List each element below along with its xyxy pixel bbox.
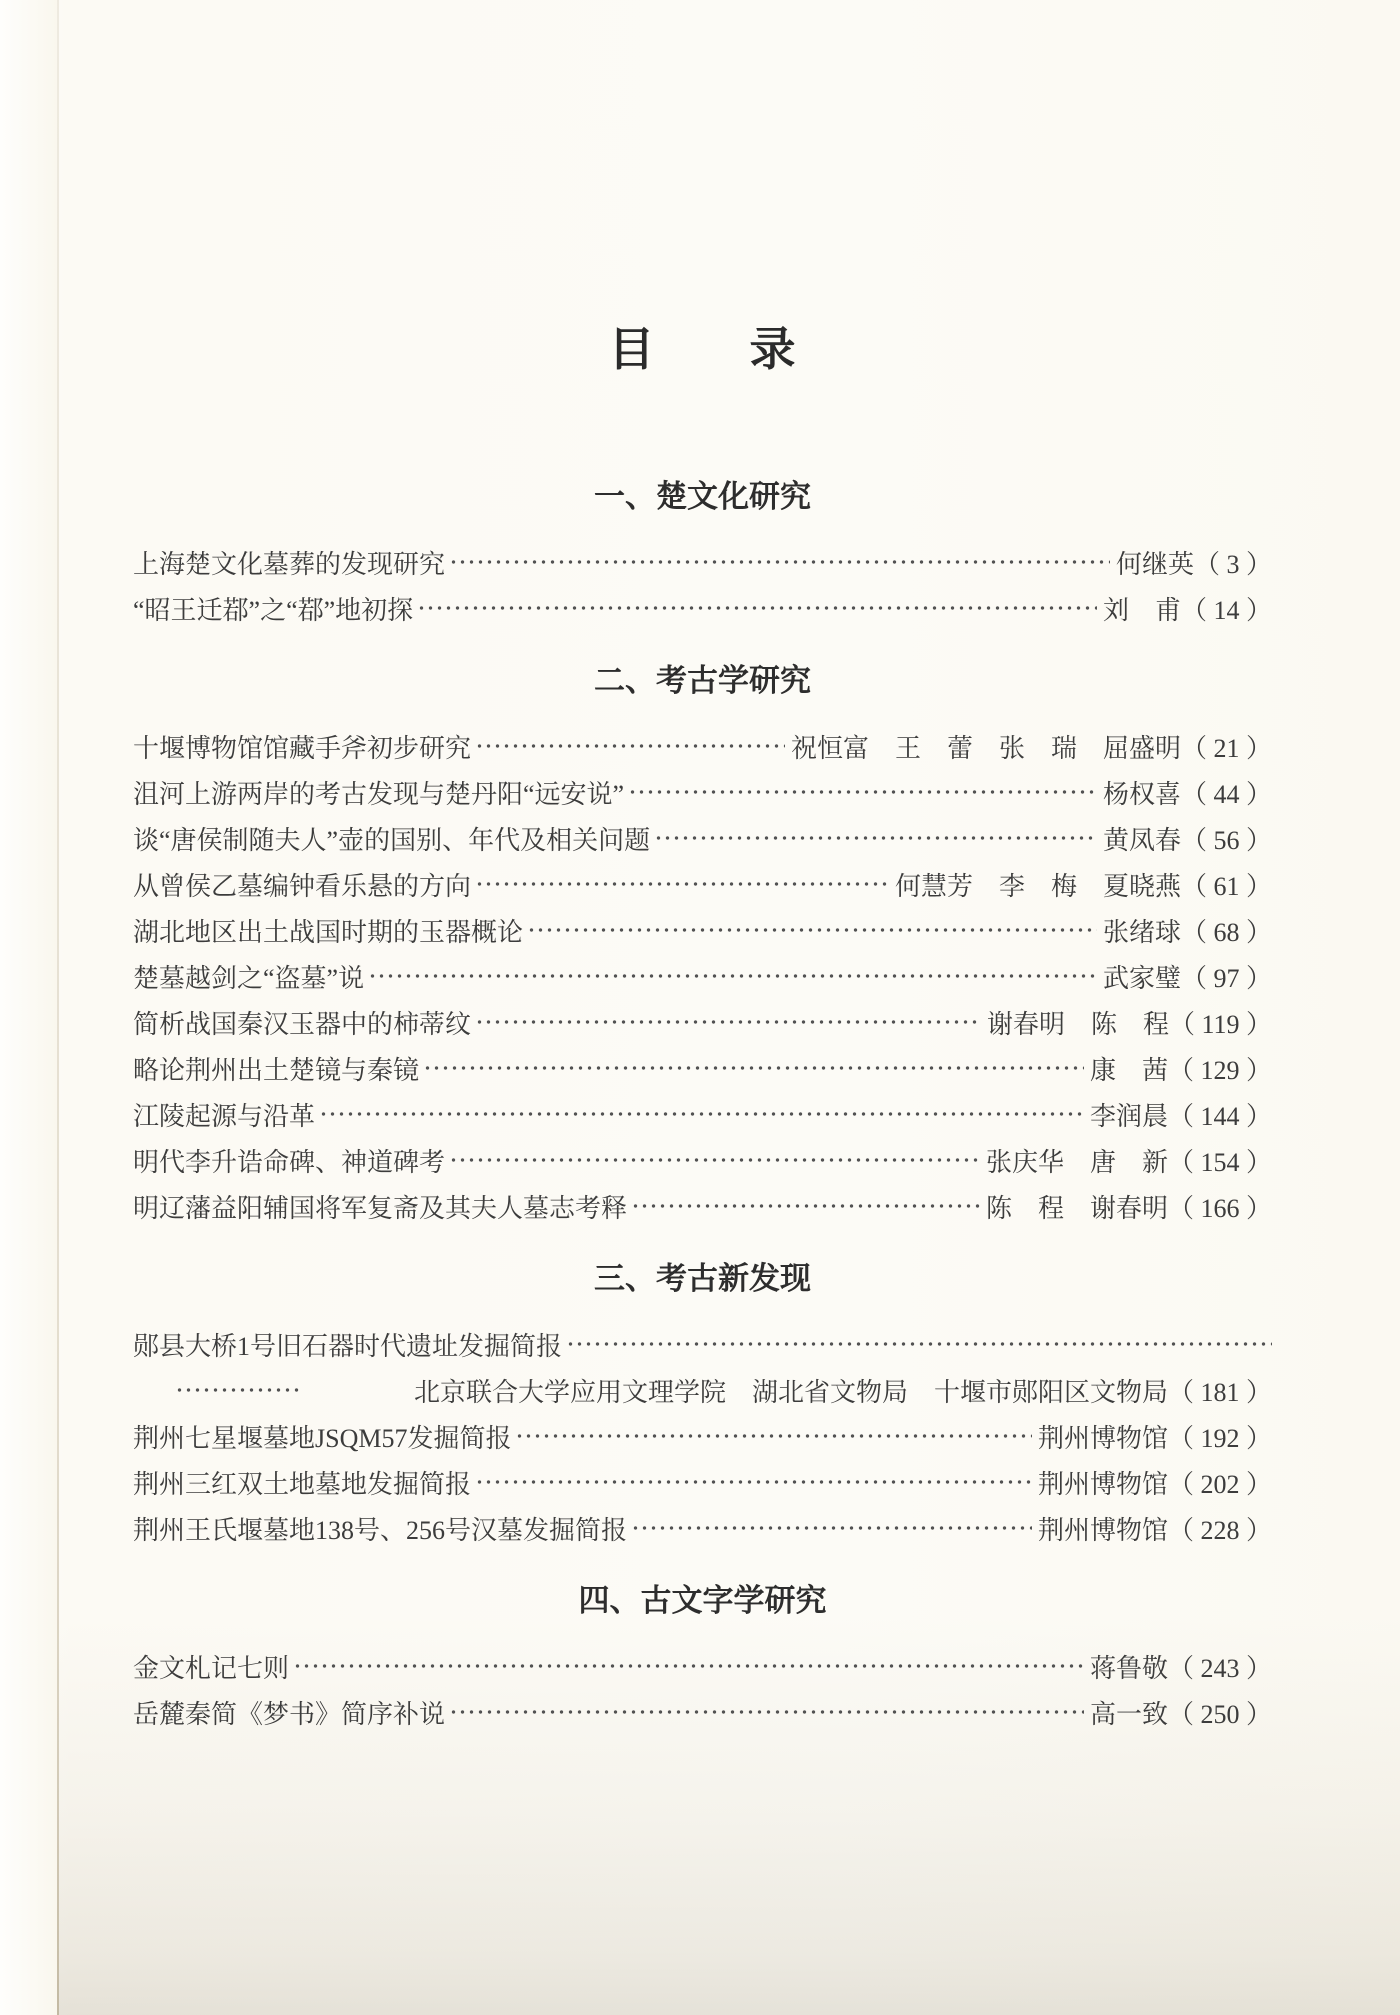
entry-page: （ 97 ） xyxy=(1180,963,1272,993)
entry-title: 荆州七星堰墓地JSQM57发掘简报 xyxy=(133,1423,512,1453)
entry-page: （ 129 ） xyxy=(1167,1055,1272,1085)
entry-authors: 刘 甫 xyxy=(1102,595,1181,625)
entry-authors: 李润晨 xyxy=(1089,1101,1168,1131)
entry-title: 金文札记七则 xyxy=(133,1653,290,1683)
toc-entry xyxy=(133,1459,1272,1505)
toc-entry xyxy=(133,723,1272,769)
entry-authors: 荆州博物馆 xyxy=(1037,1515,1168,1545)
entry-page: （ 119 ） xyxy=(1168,1009,1272,1039)
entry-page: （ 3 ） xyxy=(1193,549,1272,579)
dot-leader xyxy=(475,999,981,1045)
dot-leader xyxy=(475,861,889,907)
entry-page: （ 61 ） xyxy=(1180,871,1272,901)
dot-leader xyxy=(631,1505,1032,1551)
continuation-text xyxy=(414,1372,1272,1409)
toc-entry xyxy=(133,1183,1272,1229)
toc-content xyxy=(133,0,1272,1735)
entry-authors: 武家璧 xyxy=(1102,963,1181,993)
entry-page: （ 181 ） xyxy=(1167,1377,1272,1407)
entry-authors: 陈 程 谢春明 xyxy=(985,1193,1168,1223)
entry-authors: 蒋鲁敬 xyxy=(1089,1653,1168,1683)
toc-entry xyxy=(133,769,1272,815)
dot-leader xyxy=(449,1137,980,1183)
page-edge-strip xyxy=(0,0,57,2015)
entry-authors: 荆州博物馆 xyxy=(1037,1423,1168,1453)
entry-authors: 张庆华 唐 新 xyxy=(985,1147,1168,1177)
entry-page: （ 14 ） xyxy=(1180,595,1272,625)
dot-leader xyxy=(527,907,1097,953)
entry-title: 谈“唐侯制随夫人”壶的国别、年代及相关问题 xyxy=(133,825,651,855)
toc-entry xyxy=(133,1689,1272,1735)
entry-page: （ 243 ） xyxy=(1167,1653,1272,1683)
entry-page: （ 68 ） xyxy=(1180,917,1272,947)
entry-page: （ 250 ） xyxy=(1167,1699,1272,1729)
toc-entry xyxy=(133,1321,1272,1367)
page-title: 目 录 xyxy=(608,324,797,375)
dot-leader xyxy=(475,723,785,769)
entry-title: 楚墓越剑之“盗墓”说 xyxy=(133,963,365,993)
entry-title: 上海楚文化墓葬的发现研究 xyxy=(133,549,446,579)
toc-entry xyxy=(133,1045,1272,1091)
dot-leader xyxy=(293,1643,1084,1689)
dot-leader xyxy=(475,1459,1032,1505)
entry-title: 简析战国秦汉玉器中的柿蒂纹 xyxy=(133,1009,472,1039)
section-heading-3: 三、考古新发现 xyxy=(594,1261,811,1296)
entry-authors: 荆州博物馆 xyxy=(1037,1469,1168,1499)
toc-entry xyxy=(133,1505,1272,1551)
dot-leader xyxy=(449,1689,1084,1735)
entry-authors: 北京联合大学应用文理学院 湖北省文物局 十堰市郧阳区文物局 xyxy=(413,1377,1168,1407)
entry-authors: 张绪球 xyxy=(1102,917,1181,947)
entry-page: （ 192 ） xyxy=(1167,1423,1272,1453)
entry-page: （ 21 ） xyxy=(1180,733,1272,763)
entry-authors: 杨权喜 xyxy=(1102,779,1181,809)
entry-title: 湖北地区出土战国时期的玉器概论 xyxy=(133,917,524,947)
dot-leader xyxy=(417,585,1097,631)
toc-entry xyxy=(133,1643,1272,1689)
toc-entry xyxy=(133,1413,1272,1459)
toc-entry xyxy=(133,953,1272,999)
entry-authors: 谢春明 陈 程 xyxy=(986,1009,1169,1039)
page-crease xyxy=(57,0,59,2015)
entry-title: 略论荆州出土楚镜与秦镜 xyxy=(133,1055,420,1085)
entry-page: （ 202 ） xyxy=(1167,1469,1272,1499)
toc-entry xyxy=(133,861,1272,907)
entry-page: （ 228 ） xyxy=(1167,1515,1272,1545)
scan-artifact-yellow xyxy=(0,118,5,131)
entry-page: （ 44 ） xyxy=(1180,779,1272,809)
toc-entry xyxy=(133,1137,1272,1183)
section-heading-2: 二、考古学研究 xyxy=(594,663,811,698)
entry-title: 十堰博物馆馆藏手斧初步研究 xyxy=(133,733,472,763)
entry-title: 荆州王氏堰墓地138号、256号汉墓发掘简报 xyxy=(133,1515,628,1545)
toc-entry xyxy=(133,585,1272,631)
entry-title: “昭王迁鄀”之“鄀”地初探 xyxy=(133,595,414,625)
entry-authors: 何慧芳 李 梅 夏晓燕 xyxy=(894,871,1181,901)
entry-page: （ 144 ） xyxy=(1167,1101,1272,1131)
entry-authors: 黄凤春 xyxy=(1102,825,1181,855)
entry-title: 从曾侯乙墓编钟看乐悬的方向 xyxy=(133,871,472,901)
entry-page: （ 166 ） xyxy=(1167,1193,1272,1223)
entry-authors: 何继英 xyxy=(1115,549,1194,579)
entry-page: （ 56 ） xyxy=(1180,825,1272,855)
entry-authors: 康 茜 xyxy=(1089,1055,1168,1085)
dot-leader xyxy=(423,1045,1084,1091)
toc-entry xyxy=(133,907,1272,953)
toc-entry-continuation xyxy=(133,1367,1272,1413)
dot-leader xyxy=(449,539,1110,585)
scan-artifact-red xyxy=(0,5,7,37)
entry-title: 明辽藩益阳辅国将军复斋及其夫人墓志考释 xyxy=(133,1193,628,1223)
toc-entry xyxy=(133,1091,1272,1137)
entry-title: 明代李升诰命碑、神道碑考 xyxy=(133,1147,446,1177)
entry-title: 江陵起源与沿革 xyxy=(133,1101,316,1131)
section-heading-1: 一、楚文化研究 xyxy=(594,479,811,514)
dot-leader xyxy=(654,815,1097,861)
dot-leader xyxy=(566,1321,1272,1367)
toc-entry xyxy=(133,999,1272,1045)
toc-list xyxy=(133,473,1272,1735)
dot-leader xyxy=(319,1091,1084,1137)
entry-authors: 高一致 xyxy=(1089,1699,1168,1729)
entry-authors: 祝恒富 王 蕾 张 瑞 屈盛明 xyxy=(790,733,1181,763)
toc-entry xyxy=(133,539,1272,585)
entry-page: （ 154 ） xyxy=(1167,1147,1272,1177)
entry-title: 荆州三红双土地墓地发掘简报 xyxy=(133,1469,472,1499)
dot-leader xyxy=(368,953,1097,999)
dot-leader xyxy=(175,1367,303,1413)
section-heading-4: 四、古文字学研究 xyxy=(578,1583,827,1618)
toc-entry xyxy=(133,815,1272,861)
entry-title: 郧县大桥1号旧石器时代遗址发掘简报 xyxy=(133,1331,563,1361)
entry-title: 岳麓秦简《梦书》简序补说 xyxy=(133,1699,446,1729)
entry-title: 沮河上游两岸的考古发现与楚丹阳“远安说” xyxy=(133,779,625,809)
dot-leader xyxy=(631,1183,980,1229)
dot-leader xyxy=(628,769,1097,815)
dot-leader xyxy=(515,1413,1031,1459)
